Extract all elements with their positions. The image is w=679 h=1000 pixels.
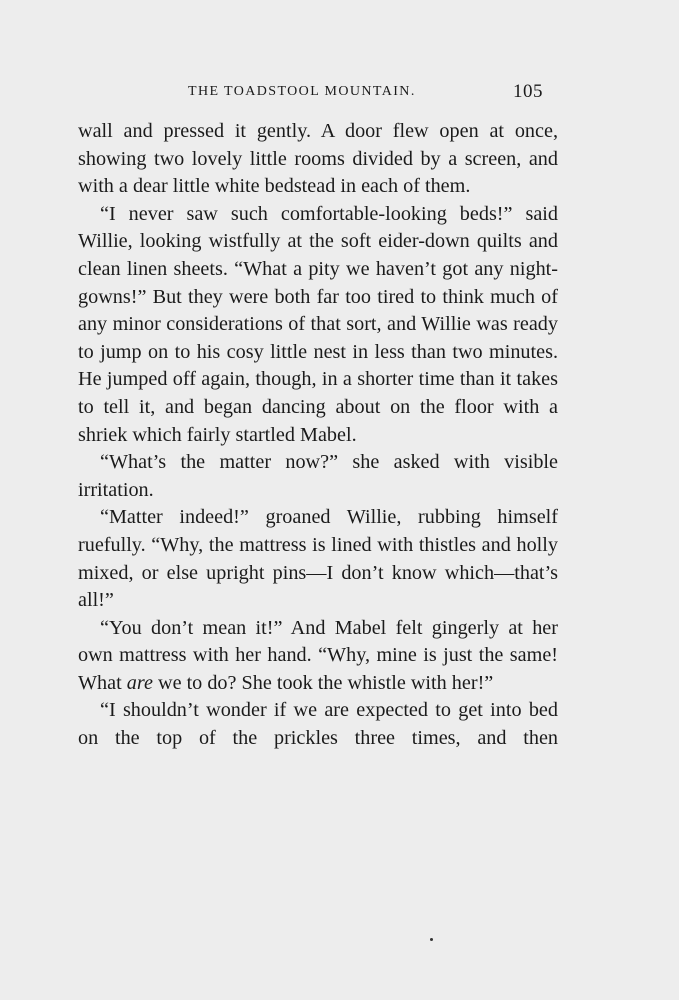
emphasized-word: are: [126, 671, 153, 694]
paragraph: “I never saw such comfortable-looking beds!” said Willie, looking wistfully at the soft eider-down quilts and clean linen sheets. “What a pity we haven’t got any night-gowns!” But they were both far too tired to think much of any minor considerations of that sort, and Willie was ready to jump on to his cosy little nest in less than two minutes. He jumped off again, though, in a shorter time than it takes to tell it, and began dancing about on the floor with a shriek which fairly startled Mabel.: [78, 202, 558, 446]
paragraph: “I shouldn’t wonder if we are expected to get into bed on the top of the prickles three times, and then: [78, 699, 558, 750]
page-number: 105: [513, 81, 543, 102]
body-text: [78, 118, 558, 753]
paragraph: “Matter indeed!” groaned Willie, rubbing himself ruefully. “Why, the mattress is lined with thistles and holly mixed, or else upright pins—I don’t know which—that’s all!”: [78, 506, 558, 612]
paragraph: “What’s the matter now?” she asked with visible irritation.: [78, 451, 558, 501]
paragraph: wall and pressed it gently. A door flew open at once, showing two lovely little rooms divided by a screen, and with a dear little white bedstead in each of them.: [78, 120, 558, 198]
running-title: THE TOADSTOOL MOUNTAIN.: [188, 84, 416, 99]
paragraph-text: we to do? She took the whistle with her!”: [152, 671, 494, 694]
paragraph-text: “You don’t mean it!” And Mabel felt gingerly at her own mattress with her hand. “Why, mine is just the same! What: [78, 616, 558, 694]
paragraph: [78, 615, 558, 698]
ink-speck: [430, 938, 433, 941]
page-header: [0, 81, 679, 108]
